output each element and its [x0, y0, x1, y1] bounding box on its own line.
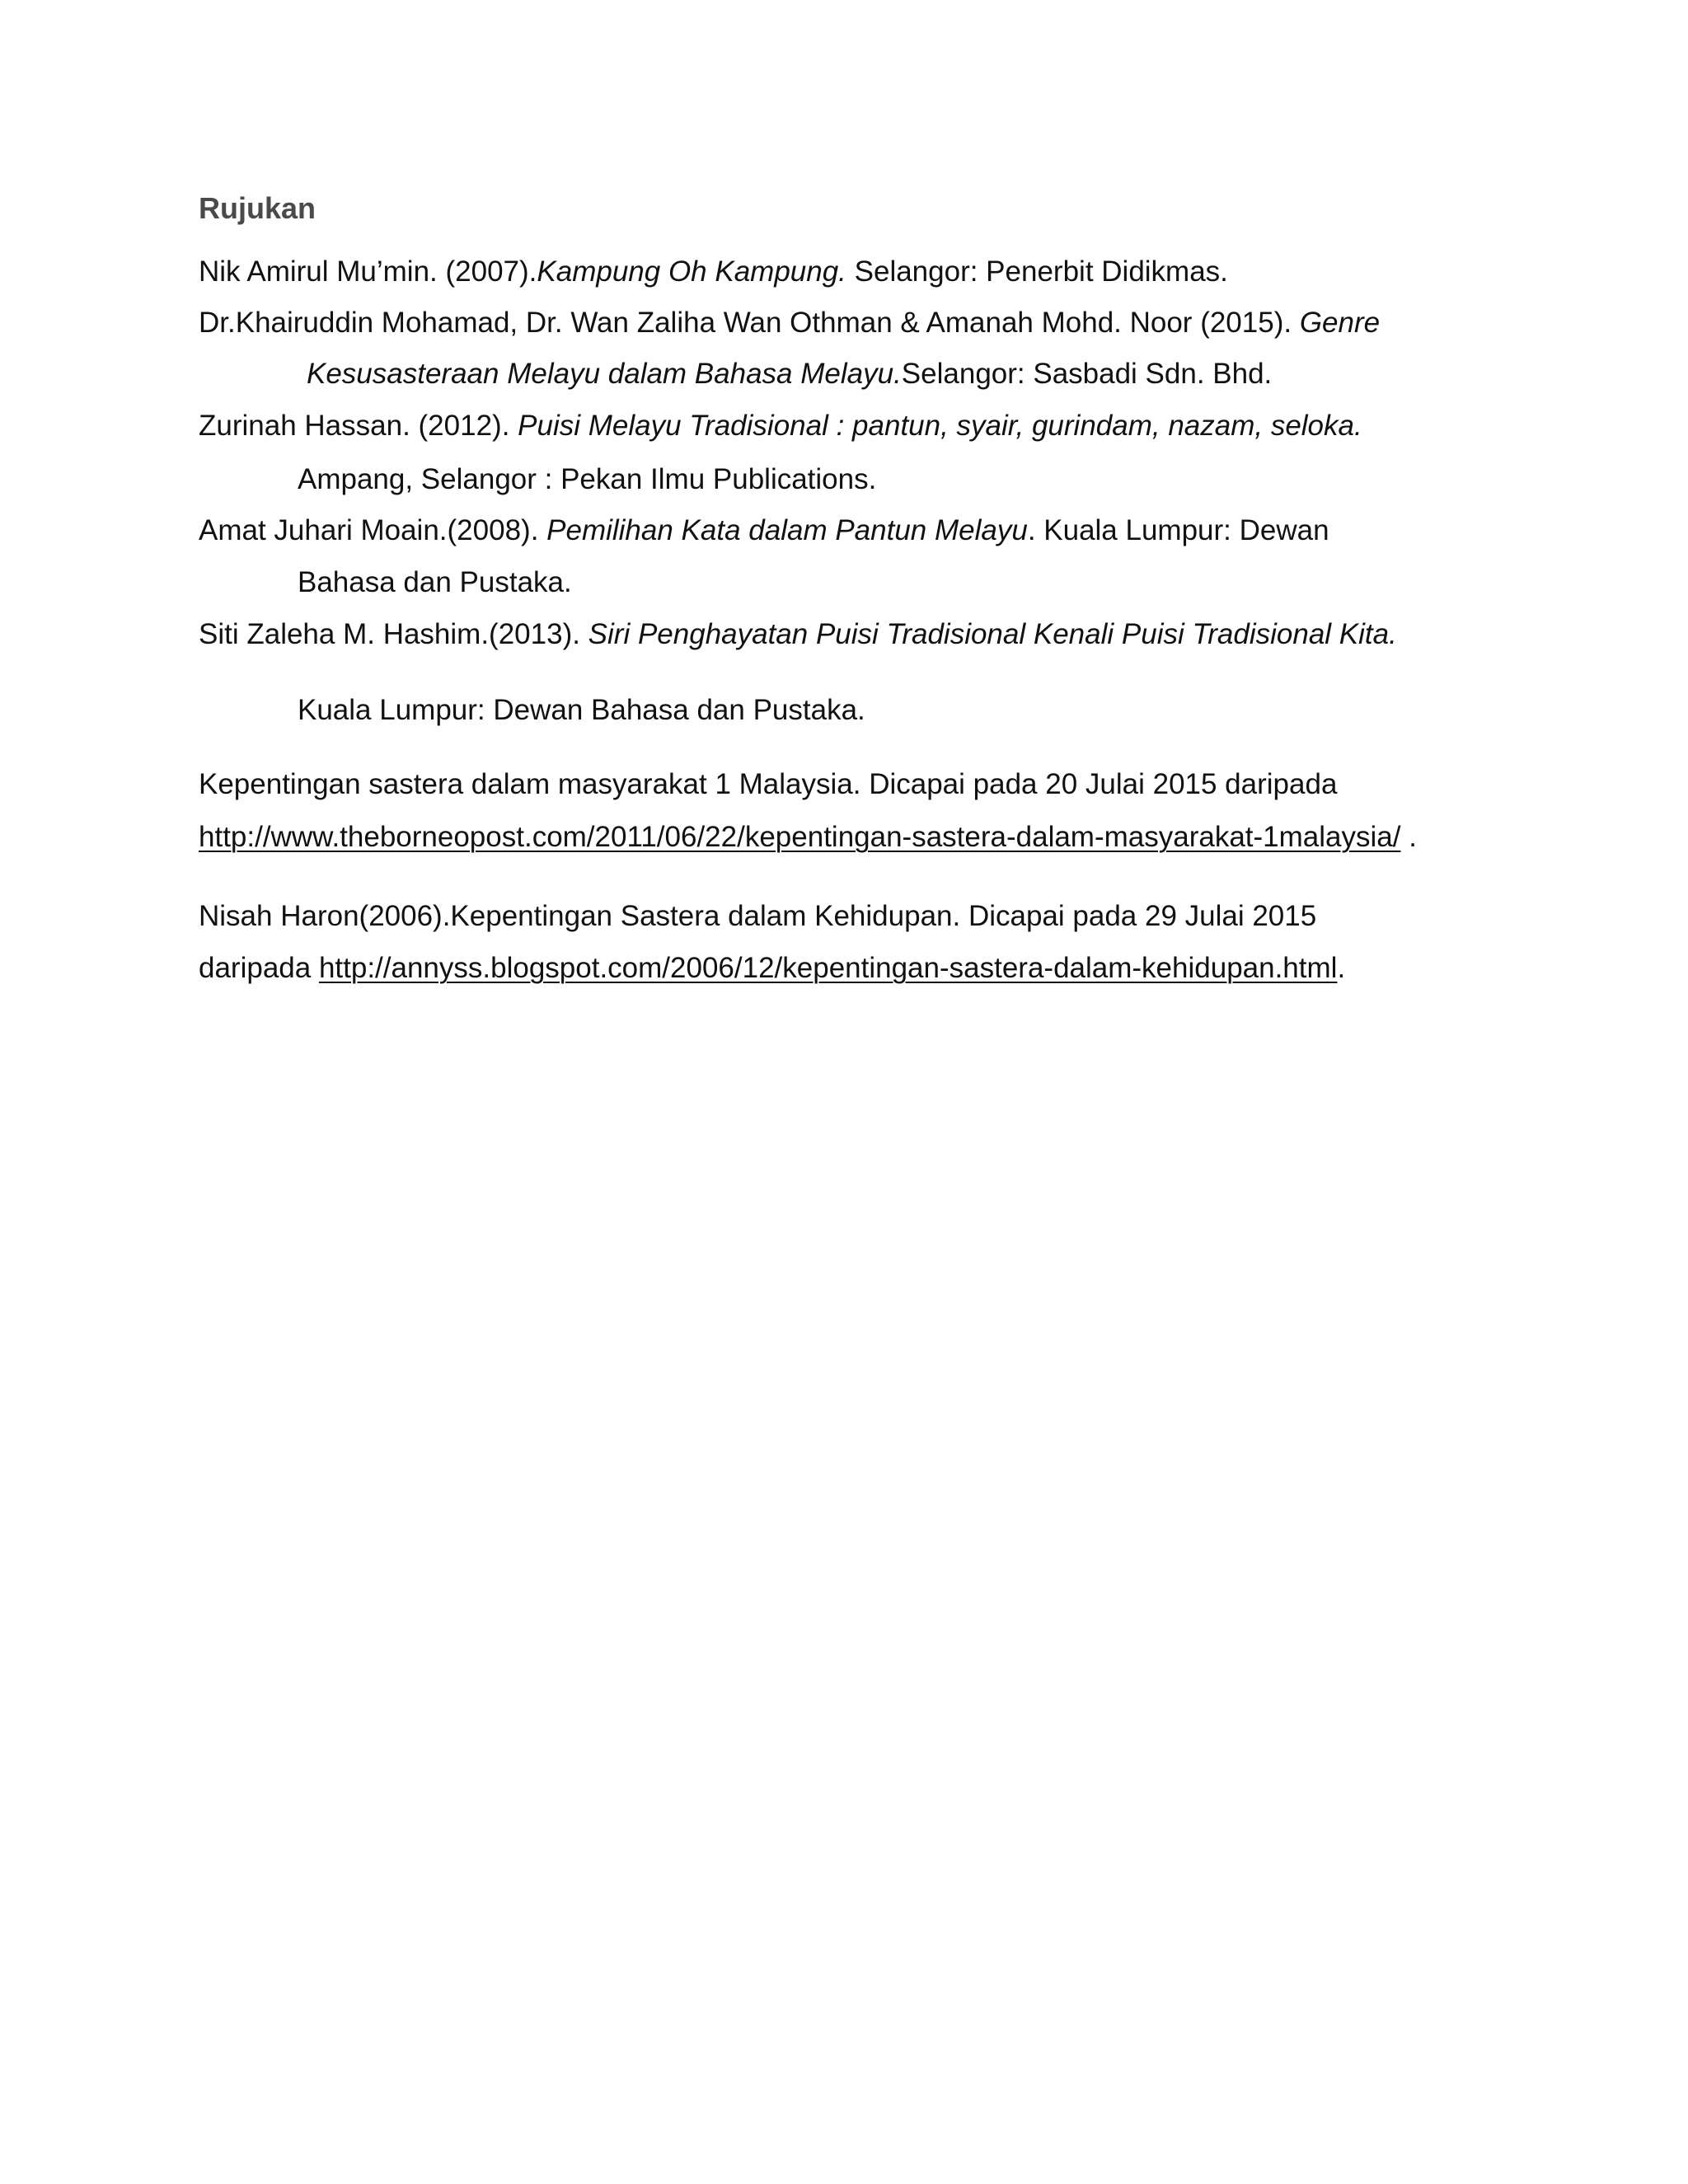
ref3-title: Puisi Melayu Tradisional : pantun, syair, gurindam, nazam, seloka. — [518, 410, 1362, 442]
reference-3-line-2 — [298, 462, 876, 498]
reference-6-line-1 — [199, 766, 1337, 803]
reference-4-line-2 — [298, 565, 572, 601]
reference-7-line-2 — [199, 950, 1345, 987]
ref1-publisher: Selangor: Penerbit Didikmas. — [846, 255, 1228, 288]
ref6-text: Kepentingan sastera dalam masyarakat 1 Malaysia. Dicapai pada 20 Julai 2015 daripada — [199, 768, 1338, 800]
ref7-prefix: daripada — [199, 952, 319, 984]
reference-6-line-2 — [199, 819, 1417, 855]
reference-5-line-2 — [298, 692, 865, 729]
ref6-url-link[interactable]: http://www.theborneopost.com/2011/06/22/kepentingan-sastera-dalam-masyarakat-1malaysia/ — [199, 821, 1401, 853]
ref2-title-part2: Kesusasteraan Melayu dalam Bahasa Melayu. — [307, 358, 902, 390]
ref1-title: Kampung Oh Kampung. — [537, 255, 846, 288]
ref4-publisher-part2: Bahasa dan Pustaka. — [298, 566, 572, 598]
reference-5-line-1 — [199, 616, 1397, 653]
ref5-publisher: Kuala Lumpur: Dewan Bahasa dan Pustaka. — [298, 694, 865, 726]
ref1-author: Nik Amirul Mu’min. (2007). — [199, 255, 537, 288]
heading-rujukan: Rujukan — [199, 191, 316, 225]
reference-4-line-1 — [199, 513, 1329, 549]
ref3-publisher: Ampang, Selangor : Pekan Ilmu Publications. — [298, 463, 877, 495]
ref2-publisher: Selangor: Sasbadi Sdn. Bhd. — [901, 358, 1273, 390]
ref4-author: Amat Juhari Moain.(2008). — [199, 514, 547, 546]
reference-2-line-2 — [307, 356, 1272, 392]
reference-3-line-1 — [199, 408, 1362, 444]
ref2-authors: Dr.Khairuddin Mohamad, Dr. Wan Zaliha Wan Othman & Amanah Mohd. Noor (2015). — [199, 307, 1300, 339]
ref5-author: Siti Zaleha M. Hashim.(2013). — [199, 618, 588, 650]
ref4-publisher-part1: . Kuala Lumpur: Dewan — [1027, 514, 1329, 546]
reference-7-line-1 — [199, 898, 1316, 935]
reference-2-line-1 — [199, 305, 1380, 341]
reference-1 — [199, 254, 1228, 290]
ref6-trailing: . — [1400, 821, 1417, 853]
ref4-title: Pemilihan Kata dalam Pantun Melayu — [546, 514, 1028, 546]
ref5-title: Siri Penghayatan Puisi Tradisional Kenali Puisi Tradisional Kita. — [588, 618, 1397, 650]
ref7-url-link[interactable]: http://annyss.blogspot.com/2006/12/kepentingan-sastera-dalam-kehidupan.html — [318, 952, 1338, 984]
ref2-title-part1: Genre — [1299, 307, 1381, 339]
ref7-trailing: . — [1337, 952, 1346, 984]
ref3-author: Zurinah Hassan. (2012). — [199, 410, 518, 442]
ref7-text: Nisah Haron(2006).Kepentingan Sastera dalam Kehidupan. Dicapai pada 29 Julai 2015 — [199, 900, 1317, 932]
